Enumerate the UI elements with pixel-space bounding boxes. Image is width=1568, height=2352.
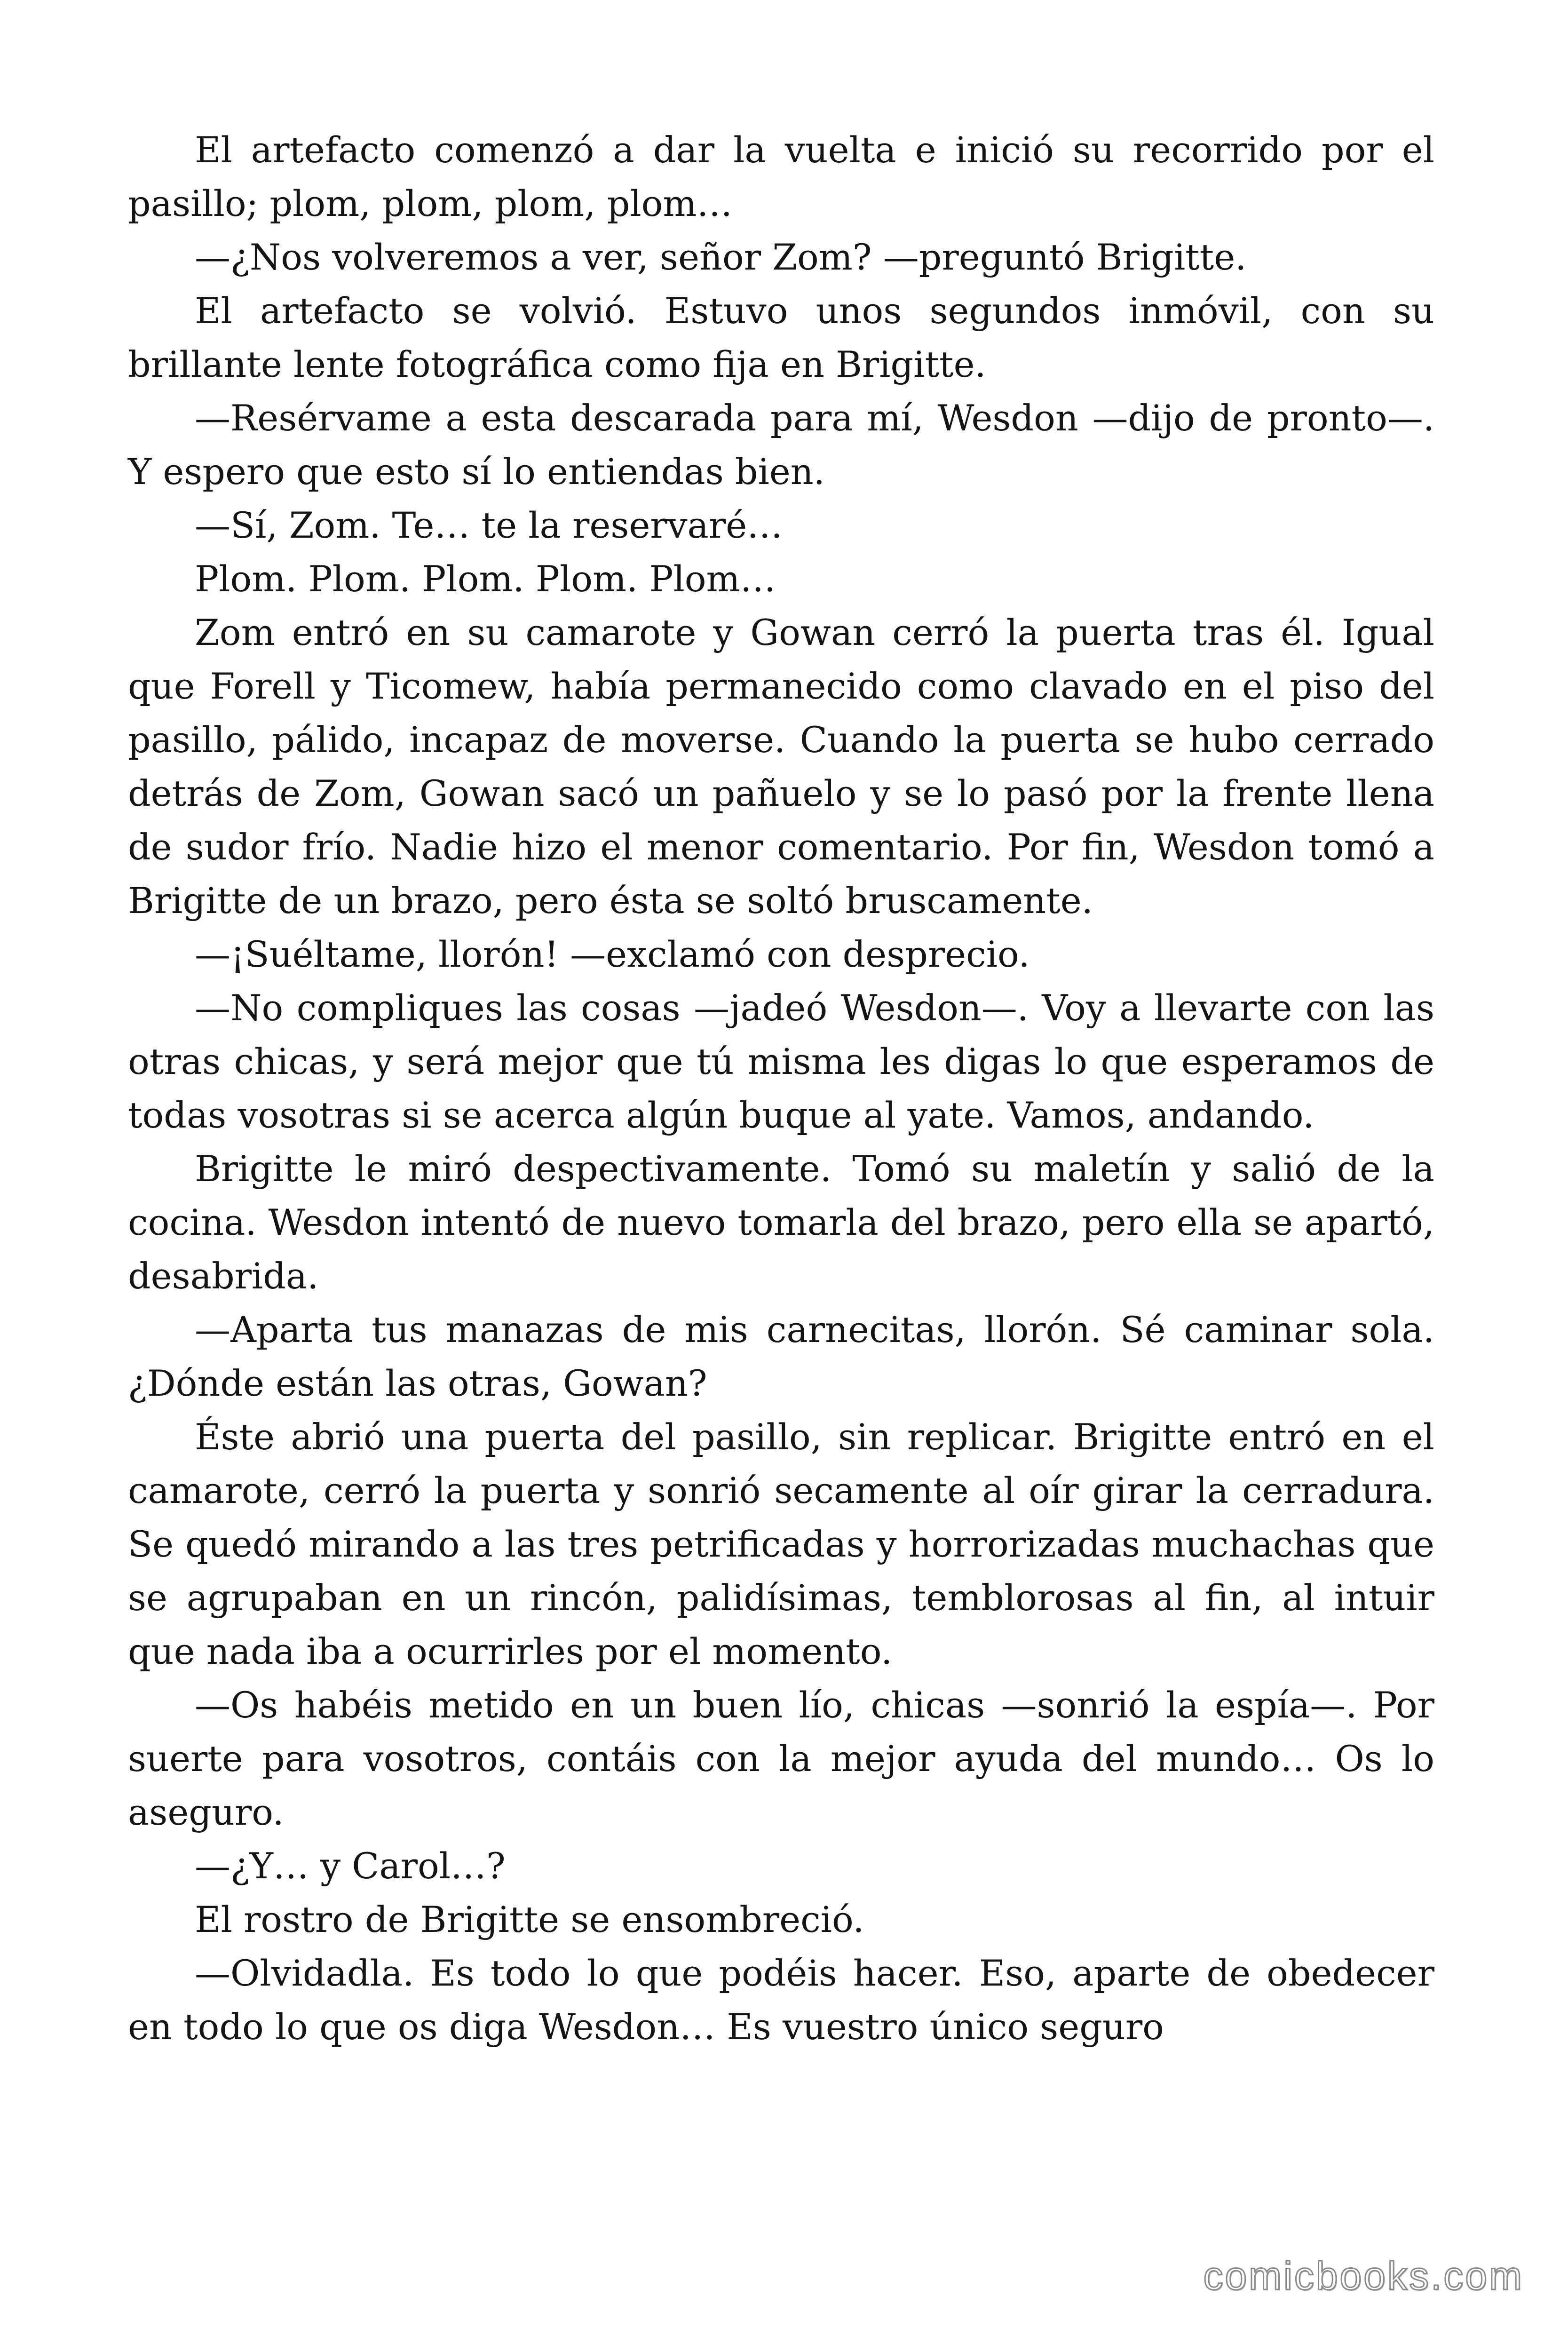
- paragraph: —¿Y… y Carol…?: [195, 1845, 506, 1887]
- paragraph: —¿Nos volveremos a ver, señor Zom? —preguntó Brigitte.: [195, 236, 1247, 278]
- paragraph: Plom. Plom. Plom. Plom. Plom…: [195, 558, 776, 600]
- paragraph: —Sí, Zom. Te… te la reservaré…: [195, 504, 783, 546]
- paragraph: —Resérvame a esta descarada para mí, Wesdon —dijo de pronto—. Y espero que esto sí lo entiendas bien.: [128, 397, 1434, 493]
- paragraph: Zom entró en su camarote y Gowan cerró la puerta tras él. Igual que Forell y Ticomew, había permanecido como clavado en el piso del pasillo, pálido, incapaz de moverse. Cuando la puerta se hubo cerrado detrás de Zom, Gowan sacó un pañuelo y se lo pasó por la frente llena de sudor frío. Nadie hizo el menor comentario. Por fin, Wesdon tomó a Brigitte de un brazo, pero ésta se soltó bruscamente.: [128, 612, 1434, 922]
- paragraph: El rostro de Brigitte se ensombreció.: [195, 1899, 864, 1940]
- paragraph: —Aparta tus manazas de mis carnecitas, llorón. Sé caminar sola. ¿Dónde están las otras, Gowan?: [128, 1309, 1434, 1404]
- paragraph: El artefacto comenzó a dar la vuelta e inició su recorrido por el pasillo; plom, plom, plom, plom…: [128, 129, 1434, 224]
- paragraph: El artefacto se volvió. Estuvo unos segundos inmóvil, con su brillante lente fotográfica como fija en Brigitte.: [128, 290, 1434, 385]
- paragraph: —¡Suéltame, llorón! —exclamó con desprecio.: [195, 933, 1030, 975]
- paragraph: —No compliques las cosas —jadeó Wesdon—. Voy a llevarte con las otras chicas, y será mejor que tú misma les digas lo que esperamos de todas vosotras si se acerca algún buque al yate. Vamos, andando.: [128, 987, 1434, 1136]
- body-text: [128, 123, 1434, 2054]
- paragraph: —Os habéis metido en un buen lío, chicas —sonrió la espía—. Por suerte para vosotros, contáis con la mejor ayuda del mundo… Os lo aseguro.: [128, 1684, 1434, 1833]
- paragraph: Éste abrió una puerta del pasillo, sin replicar. Brigitte entró en el camarote, cerró la puerta y sonrió secamente al oír girar la cerradura. Se quedó mirando a las tres petrificadas y horrorizadas muchachas que se agrupaban en un rincón, palidísimas, temblorosas al fin, al intuir que nada iba a ocurrirles por el momento.: [128, 1416, 1434, 1672]
- paragraph: Brigitte le miró despectivamente. Tomó su maletín y salió de la cocina. Wesdon intentó de nuevo tomarla del brazo, pero ella se apartó, desabrida.: [128, 1148, 1434, 1297]
- paragraph: —Olvidadla. Es todo lo que podéis hacer. Eso, aparte de obedecer en todo lo que os diga Wesdon… Es vuestro único seguro: [128, 1952, 1434, 2048]
- watermark: comicbooks.com: [1203, 2254, 1524, 2298]
